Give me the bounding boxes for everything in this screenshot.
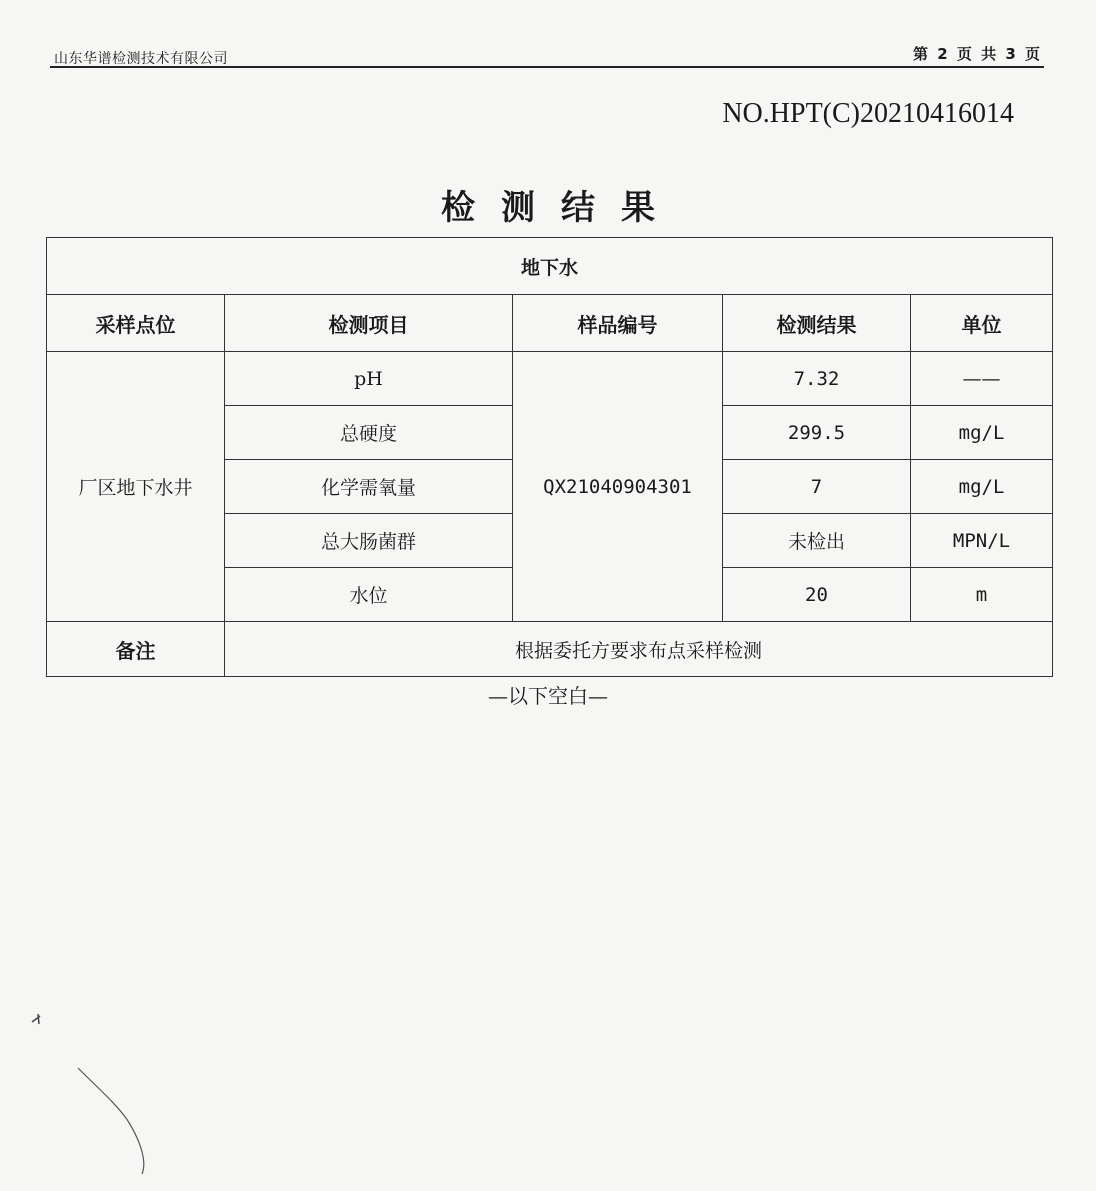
results-table bbox=[46, 237, 1053, 677]
test-result: 7 bbox=[723, 460, 911, 514]
test-item: 水位 bbox=[225, 568, 513, 622]
table-row bbox=[47, 352, 1053, 406]
column-header-location: 采样点位 bbox=[47, 295, 225, 352]
header-divider bbox=[50, 66, 1044, 68]
column-header-unit: 单位 bbox=[911, 295, 1053, 352]
test-item: 总大肠菌群 bbox=[225, 514, 513, 568]
test-unit: —— bbox=[911, 352, 1053, 406]
report-number: NO.HPT(C)20210416014 bbox=[722, 98, 1014, 129]
test-unit: m bbox=[911, 568, 1053, 622]
section-title: 地下水 bbox=[47, 238, 1053, 295]
test-item: 化学需氧量 bbox=[225, 460, 513, 514]
remark-text: 根据委托方要求布点采样检测 bbox=[225, 622, 1053, 677]
test-result: 未检出 bbox=[723, 514, 911, 568]
pen-mark-decoration bbox=[30, 1010, 170, 1180]
company-name: 山东华谱检测技术有限公司 bbox=[54, 51, 228, 67]
remark-row bbox=[47, 622, 1053, 677]
column-header-item: 检测项目 bbox=[225, 295, 513, 352]
test-unit: mg/L bbox=[911, 460, 1053, 514]
page-title: 检测结果 bbox=[441, 188, 681, 228]
test-unit: mg/L bbox=[911, 406, 1053, 460]
remark-label: 备注 bbox=[47, 622, 225, 677]
test-item: pH bbox=[225, 352, 513, 406]
column-header-sample-id: 样品编号 bbox=[513, 295, 723, 352]
test-result: 20 bbox=[723, 568, 911, 622]
sample-id: QX21040904301 bbox=[513, 352, 723, 622]
table-section-header bbox=[47, 238, 1053, 295]
test-unit: MPN/L bbox=[911, 514, 1053, 568]
sampling-location: 厂区地下水井 bbox=[47, 352, 225, 622]
blank-below-note: —以下空白— bbox=[488, 684, 608, 708]
column-header-result: 检测结果 bbox=[723, 295, 911, 352]
test-result: 299.5 bbox=[723, 406, 911, 460]
page-indicator: 第 2 页 共 3 页 bbox=[913, 45, 1040, 63]
table-column-headers bbox=[47, 295, 1053, 352]
test-result: 7.32 bbox=[723, 352, 911, 406]
test-item: 总硬度 bbox=[225, 406, 513, 460]
